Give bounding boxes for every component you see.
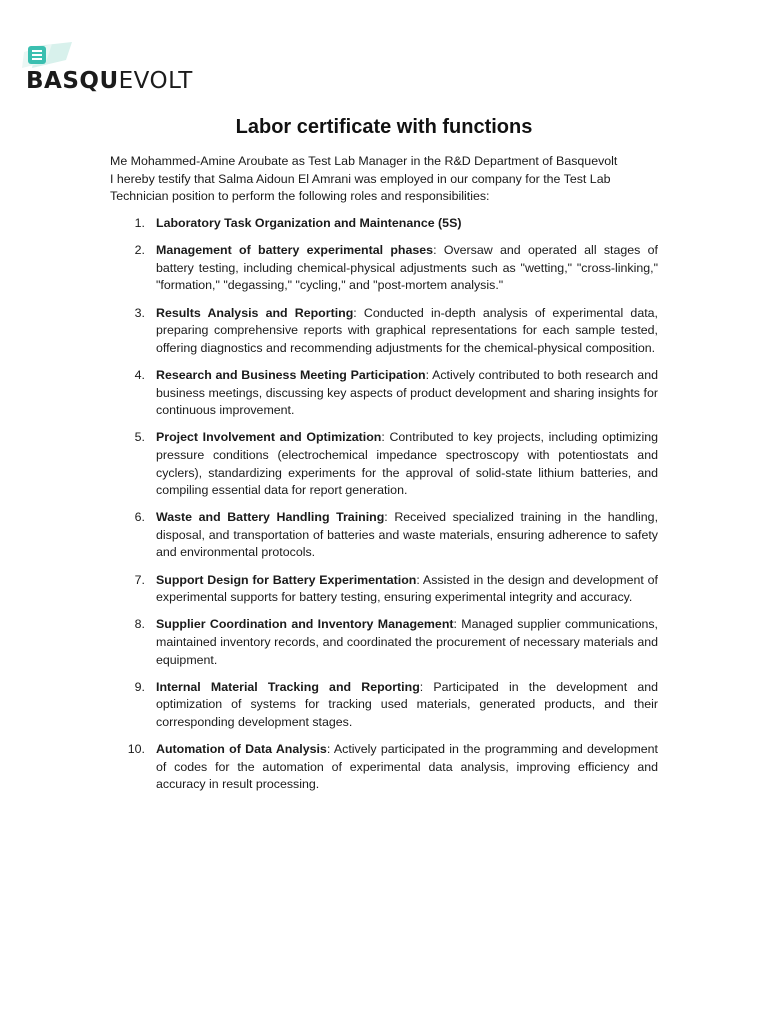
item-heading: Project Involvement and Optimization bbox=[156, 430, 382, 445]
item-number: 7. bbox=[134, 572, 145, 587]
item-number: 8. bbox=[134, 617, 145, 632]
item-number: 4. bbox=[134, 367, 145, 382]
item-text: : Contributed to key projects, including optimizing pressure conditions (electrochemical impedance spectroscopy with potentiostats and cyclers), standardizing experiments for the approval of solid-state lithium batteries, and compiling essential data for report generation. bbox=[156, 430, 658, 498]
list-item bbox=[110, 305, 658, 358]
item-number: 2. bbox=[134, 243, 145, 258]
item-text: : Actively participated in the programming and development of codes for the automation of experimental data analysis, improving efficiency and accuracy in result processing. bbox=[156, 742, 658, 792]
list-item bbox=[110, 572, 658, 607]
list-item bbox=[110, 679, 658, 732]
page-title: Labor certificate with functions bbox=[235, 116, 533, 138]
company-logo bbox=[14, 20, 204, 110]
item-number: 10. bbox=[127, 742, 145, 757]
item-heading: Laboratory Task Organization and Maintenance (5S) bbox=[156, 216, 462, 230]
item-number: 9. bbox=[134, 679, 145, 694]
item-heading: Internal Material Tracking and Reporting bbox=[156, 679, 420, 694]
intro-line-2: I hereby testify that Salma Aidoun El Amrani was employed in our company for the Test Lab Technician position to perform the following roles and responsibilities: bbox=[110, 171, 611, 204]
item-heading: Automation of Data Analysis bbox=[156, 742, 327, 757]
item-number: 3. bbox=[134, 305, 145, 320]
item-text: : Assisted in the design and development of experimental supports for battery testing, ensuring experimental integrity and accuracy. bbox=[156, 572, 658, 605]
list-item bbox=[110, 215, 658, 233]
item-heading: Waste and Battery Handling Training bbox=[156, 510, 385, 525]
logo-wordmark-light: EVOLT bbox=[118, 68, 193, 94]
item-text: : Received specialized training in the handling, disposal, and transportation of batteries and waste materials, ensuring adherence to safety and environmental protocols. bbox=[156, 510, 659, 560]
item-number: 6. bbox=[134, 510, 145, 525]
item-text: : Oversaw and operated all stages of battery testing, including chemical-physical adjustments such as "wetting," "cross-linking," "formation," "degassing," "cycling," and "post-mortem analysis." bbox=[156, 243, 658, 293]
item-text: : Actively contributed to both research and business meetings, discussing key aspects of product development and sharing insights for continuous improvement. bbox=[156, 367, 658, 418]
item-number: 5. bbox=[134, 430, 145, 445]
logo-wordmark-bold: BASQU bbox=[26, 68, 119, 94]
list-item bbox=[110, 367, 658, 420]
item-text: : Conducted in-depth analysis of experimental data, preparing comprehensive reports with graphical representations for each sample tested, offering diagnostics and recommending adjustments for the chemical-physical composition. bbox=[156, 305, 658, 355]
item-heading: Results Analysis and Reporting bbox=[156, 305, 354, 320]
intro-line-1: Me Mohammed-Amine Aroubate as Test Lab Manager in the R&D Department of Basquevolt bbox=[110, 154, 618, 168]
list-item bbox=[110, 616, 658, 669]
list-item bbox=[110, 741, 658, 794]
list-item bbox=[110, 429, 658, 499]
item-number: 1. bbox=[134, 216, 145, 230]
list-item bbox=[110, 509, 658, 562]
item-heading: Management of battery experimental phases bbox=[156, 243, 434, 258]
item-text: : Participated in the development and optimization of systems for tracking used materials, generated products, and their corresponding development stages. bbox=[156, 679, 658, 729]
list-item bbox=[110, 242, 658, 295]
intro-paragraph bbox=[110, 153, 660, 206]
logo-wordmark bbox=[26, 68, 193, 94]
item-heading: Research and Business Meeting Participation bbox=[156, 367, 426, 382]
item-heading: Support Design for Battery Experimentation bbox=[156, 572, 417, 587]
item-heading: Supplier Coordination and Inventory Management bbox=[156, 617, 454, 632]
responsibilities-list bbox=[110, 215, 658, 804]
item-text: : Managed supplier communications, maintained inventory records, and coordinated the procurement of necessary materials and equipment. bbox=[156, 617, 658, 667]
